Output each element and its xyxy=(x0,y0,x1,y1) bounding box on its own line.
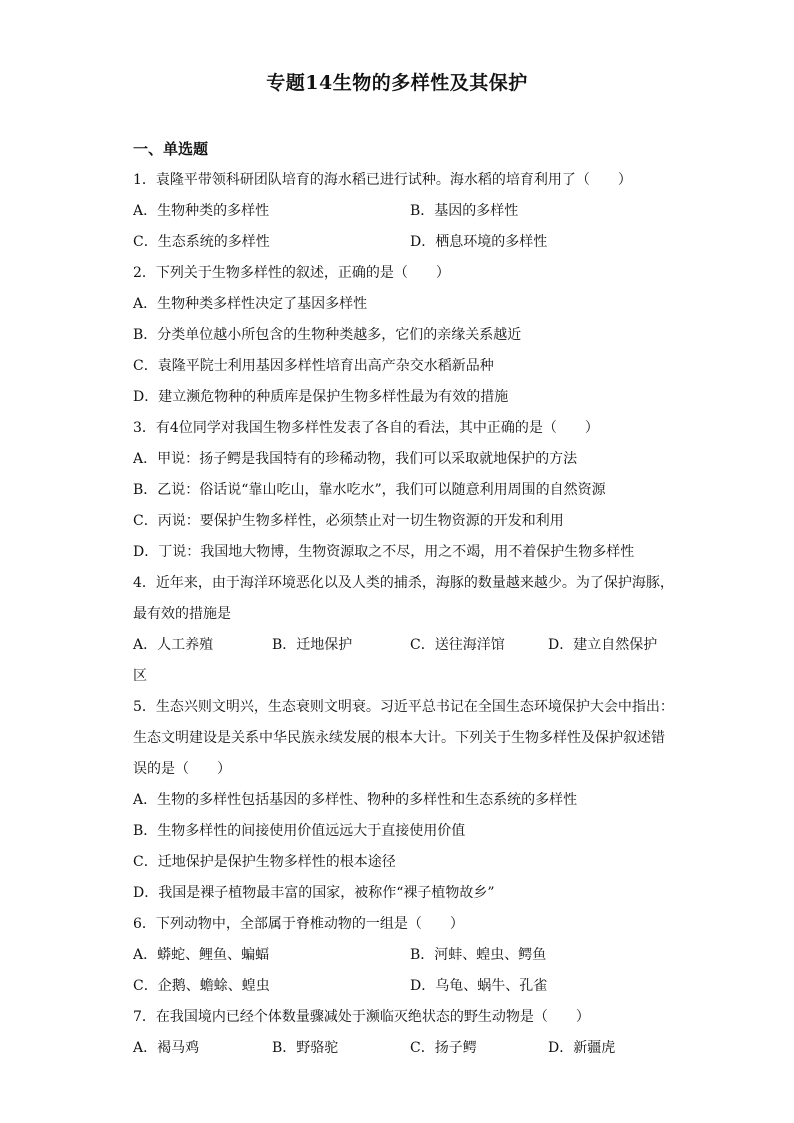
option-d-continued: 区 xyxy=(133,668,147,684)
question-4-stem: 4．近年来，由于海洋环境恶化以及人类的捕杀，海豚的数量越来越少。为了保护海豚， xyxy=(133,575,674,591)
option-c: C．扬子鳄 xyxy=(410,1040,477,1056)
option-c: C．生态系统的多样性 xyxy=(133,234,270,250)
option-a: A．褐马鸡 xyxy=(133,1040,200,1056)
option-a: A．蟒蛇、鲤鱼、蝙蝠 xyxy=(133,947,270,963)
question-5-stem-cont-2: 误的是（ ） xyxy=(133,761,231,777)
question-7-stem: 7．在我国境内已经个体数量骤减处于濒临灭绝状态的野生动物是（ ） xyxy=(133,1009,590,1025)
option-d: D．栖息环境的多样性 xyxy=(410,234,548,250)
option-b: B．乙说：俗话说“靠山吃山，靠水吃水”，我们可以随意利用周围的自然资源 xyxy=(133,482,606,498)
option-c: C．迁地保护是保护生物多样性的根本途径 xyxy=(133,854,396,870)
option-d: D．乌龟、蜗牛、孔雀 xyxy=(410,978,548,994)
question-list xyxy=(133,165,673,1064)
option-a: A．生物种类的多样性 xyxy=(133,203,270,219)
question-4-stem-cont: 最有效的措施是 xyxy=(133,606,231,622)
option-b: B．野骆驼 xyxy=(272,1040,339,1056)
option-c: C．企鹅、蟾蜍、蝗虫 xyxy=(133,978,270,994)
question-6-options-row-2 xyxy=(133,971,673,1002)
option-b: B．河蚌、蝗虫、鳄鱼 xyxy=(410,947,547,963)
option-b: B．生物多样性的间接使用价值远远大于直接使用价值 xyxy=(133,823,466,839)
option-c: C．袁隆平院士利用基因多样性培育出高产杂交水稻新品种 xyxy=(133,358,494,374)
option-d: D．新疆虎 xyxy=(548,1040,616,1056)
question-2-stem: 2．下列关于生物多样性的叙述，正确的是（ ） xyxy=(133,265,450,281)
question-6-stem: 6．下列动物中，全部属于脊椎动物的一组是（ ） xyxy=(133,916,464,932)
question-5-stem-cont-1: 生态文明建设是关系中华民族永续发展的根本大计。下列关于生物多样性及保护叙述错 xyxy=(133,730,665,746)
question-1-options-row-2 xyxy=(133,227,673,258)
question-6-options-row-1 xyxy=(133,940,673,971)
option-b: B．分类单位越小所包含的生物种类越多，它们的亲缘关系越近 xyxy=(133,327,522,343)
option-d: D．建立自然保护 xyxy=(548,637,658,653)
question-4-options xyxy=(133,630,673,661)
option-d: D．建立濒危物种的种质库是保护生物多样性最为有效的措施 xyxy=(133,389,509,405)
option-a: A．甲说：扬子鳄是我国特有的珍稀动物，我们可以采取就地保护的方法 xyxy=(133,451,578,467)
option-c: C．丙说：要保护生物多样性，必须禁止对一切生物资源的开发和利用 xyxy=(133,513,564,529)
option-a: A．人工养殖 xyxy=(133,637,214,653)
section-heading: 一、单选题 xyxy=(133,140,209,158)
question-1-options-row-1 xyxy=(133,196,673,227)
question-1-stem: 1．袁隆平带领科研团队培育的海水稻已进行试种。海水稻的培育利用了（ ） xyxy=(133,172,632,188)
question-7-options xyxy=(133,1033,673,1064)
option-d: D．我国是裸子植物最丰富的国家，被称作“裸子植物故乡” xyxy=(133,885,495,901)
option-d: D．丁说：我国地大物博，生物资源取之不尽，用之不竭，用不着保护生物多样性 xyxy=(133,544,635,560)
option-a: A．生物种类多样性决定了基因多样性 xyxy=(133,296,368,312)
question-5-stem: 5．生态兴则文明兴，生态衰则文明衰。习近平总书记在全国生态环境保护大会中指出： xyxy=(133,699,674,715)
page-title: 专题14生物的多样性及其保护 xyxy=(266,72,528,94)
option-b: B．迁地保护 xyxy=(272,637,353,653)
option-b: B．基因的多样性 xyxy=(410,203,519,219)
option-a: A．生物的多样性包括基因的多样性、物种的多样性和生态系统的多样性 xyxy=(133,792,578,808)
option-c: C．送往海洋馆 xyxy=(410,637,505,653)
question-3-stem: 3．有4位同学对我国生物多样性发表了各自的看法，其中正确的是（ ） xyxy=(133,420,599,436)
